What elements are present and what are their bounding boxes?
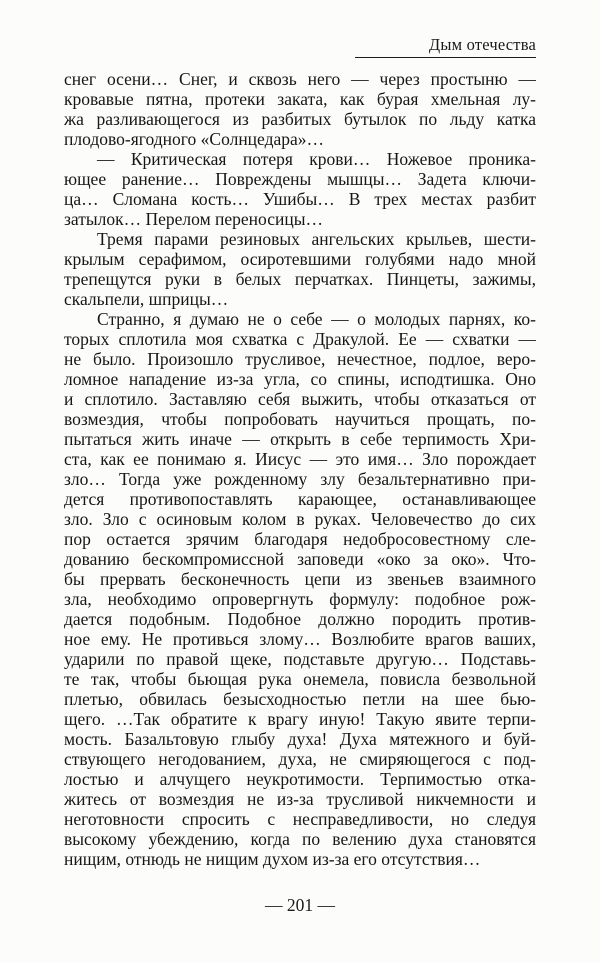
text-block	[64, 69, 536, 869]
text-line: те так, чтобы бьющая рука онемела, повисла безвольной	[64, 669, 536, 689]
text-line: мость. Базальтовую глыбу духа! Духа мятежного и буй-	[64, 729, 536, 749]
text-line: жа разливающегося из разбитых бутылок по льду катка	[64, 109, 536, 129]
text-line: крылым серафимом, осиротевшими голубями надо мной	[64, 249, 536, 269]
text-line: высокому убеждению, когда по велению духа становятся	[64, 829, 536, 849]
text-line: затылок… Перелом переносицы…	[64, 209, 323, 229]
text-line: неготовности спросить с несправедливости, но следуя	[64, 809, 536, 829]
text-line: лостью и алчущего неукротимости. Терпимостью отка-	[64, 769, 536, 789]
text-line: дованию бескомпромиссной заповеди «око за око». Что-	[64, 549, 536, 569]
text-line: зла, необходимо опровергнуть формулу: подобное рож-	[64, 589, 536, 609]
text-line: трепещутся руки в белых перчатках. Пинцеты, зажимы,	[64, 269, 536, 289]
text-line: скальпели, шприцы…	[64, 289, 229, 309]
text-line: и сплотило. Заставляю себя выжить, чтобы отказаться от	[64, 389, 536, 409]
text-line: нищим, отнюдь не нищим духом из-за его отсутствия…	[64, 849, 481, 869]
text-line: щего. …Так обратите к врагу иную! Такую явите терпи-	[64, 709, 536, 729]
text-line: ное ему. Не противься злому… Возлюбите врагов ваших,	[64, 629, 536, 649]
running-header-title: Дым отечества	[428, 35, 536, 54]
text-line: ударили по правой щеке, подставьте другую… Подставь-	[64, 649, 536, 669]
text-line: ствующего негодованием, духа, не смиряющегося с под-	[64, 749, 536, 769]
running-header	[355, 36, 536, 58]
text-line: житесь от возмездия не из-за трусливой никчемности и	[64, 789, 536, 809]
header-rule	[355, 57, 536, 58]
paragraph	[64, 69, 536, 149]
text-line: ста, как ее понимаю я. Иисус — это имя… Зло порождает	[64, 449, 536, 469]
paragraph	[64, 309, 536, 869]
text-line: ломное нападение из-за угла, со спины, исподтишка. Оно	[64, 369, 536, 389]
text-line: дается подобным. Подобное должно породить против-	[64, 609, 536, 629]
paragraph	[64, 149, 536, 229]
text-line: кровавые пятна, протеки заката, как бурая хмельная лу-	[64, 89, 536, 109]
paragraph	[64, 229, 536, 309]
text-line: Странно, я думаю не о себе — о молодых парнях, ко-	[97, 309, 536, 329]
text-line: бы прервать бесконечность цепи из звеньев взаимного	[64, 569, 536, 589]
text-line: — Критическая потеря крови… Ножевое проника-	[97, 149, 536, 169]
page-footer	[0, 895, 600, 915]
text-line: не было. Произошло трусливое, нечестное, подлое, веро-	[64, 349, 536, 369]
text-line: снег осени… Снег, и сквозь него — через простыню —	[64, 69, 536, 89]
text-line: плетью, обвилась безысходностью петли на шее бью-	[64, 689, 536, 709]
text-line: плодово-ягодного «Солнцедара»…	[64, 129, 325, 149]
text-line: зло. Зло с осиновым колом в руках. Человечество до сих	[64, 509, 536, 529]
text-line: дется противопоставлять карающее, останавливающее	[64, 489, 536, 509]
text-line: ца… Сломана кость… Ушибы… В трех местах разбит	[64, 189, 536, 209]
page-number: — 201 —	[265, 895, 335, 915]
text-line: пор остается зрячим благодаря недобросовестному сле-	[64, 529, 536, 549]
text-line: зло… Тогда уже рожденному злу безальтернативно при-	[64, 469, 536, 489]
text-line: пытаться жить иначе — открыть в себе терпимость Хри-	[64, 429, 536, 449]
text-line: Тремя парами резиновых ангельских крыльев, шести-	[97, 229, 536, 249]
text-line: возмездия, чтобы попробовать научиться прощать, по-	[64, 409, 536, 429]
text-line: ющее ранение… Повреждены мышцы… Задета ключи-	[64, 169, 536, 189]
text-line: торых сплотила моя схватка с Дракулой. Ее — схватки —	[64, 329, 536, 349]
